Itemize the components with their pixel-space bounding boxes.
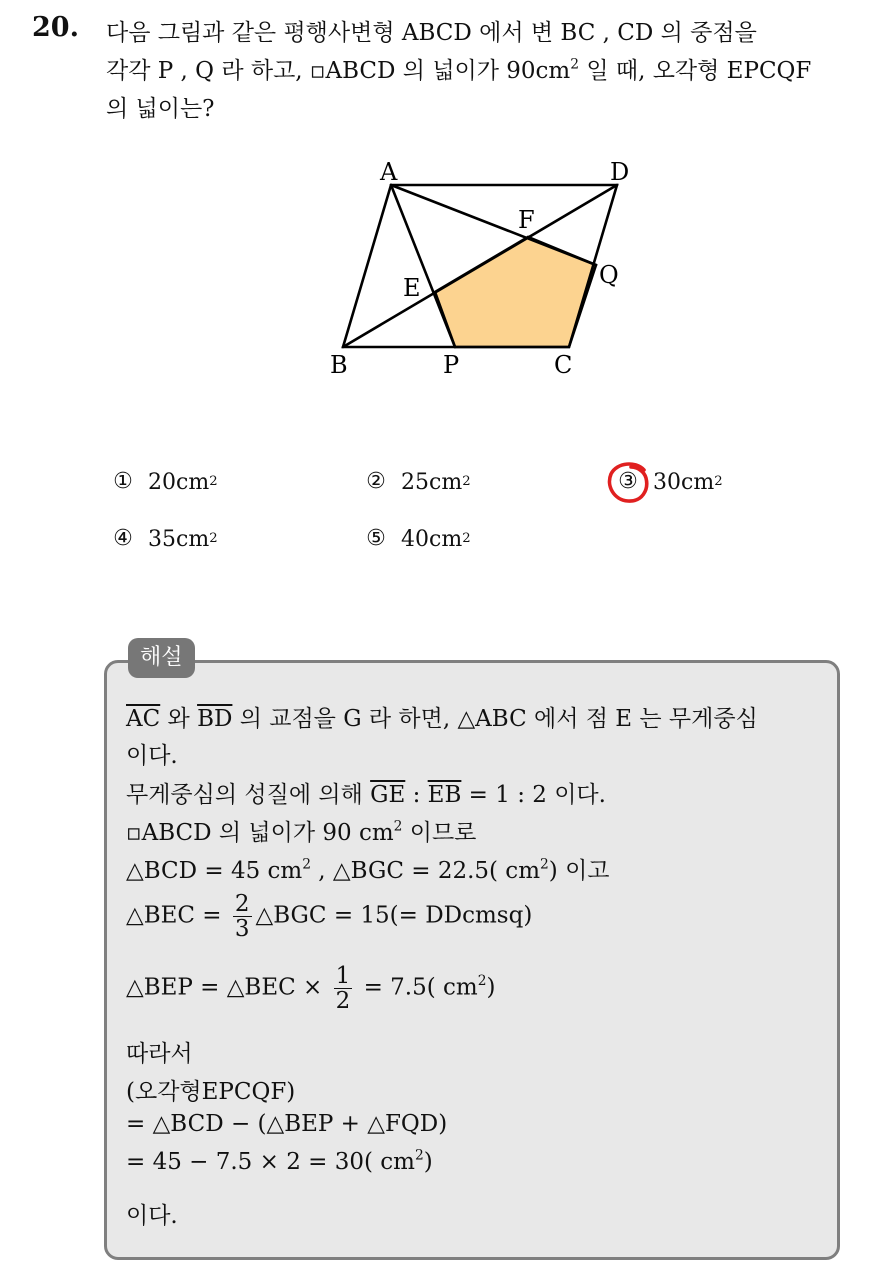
label-b: B	[330, 351, 348, 379]
choice-3[interactable]: ③ 30cm 2	[615, 469, 723, 495]
solution-line-1-d: 의 교점을 G 라 하면, △ABC 에서 점 E 는 무게중심	[232, 706, 758, 732]
choice-5-value: 40cm	[401, 526, 463, 552]
fraction-numerator: 1	[335, 963, 351, 989]
choice-5-number: ⑤	[366, 526, 386, 551]
solution-line-6	[126, 892, 532, 941]
choice-1-number: ①	[113, 469, 133, 494]
solution-line-9: (오각형EPCQF)	[126, 1079, 296, 1105]
choice-1-value: 20cm	[148, 469, 210, 495]
question-line-2-text: 각각 P , Q 라 하고, ▫ABCD 의 넓이가 90cm	[106, 58, 571, 84]
choice-2[interactable]: ② 25cm 2	[363, 469, 471, 495]
solution-line-10: = △BCD − (△BEP + △FQD)	[126, 1111, 448, 1137]
choice-1[interactable]: ① 20cm 2	[110, 469, 218, 495]
solution-tag: 해설	[128, 638, 195, 678]
solution-line-5-c: ) 이고	[548, 858, 610, 884]
solution-line-11-b: )	[423, 1149, 433, 1175]
segment-eb: $\overline{EB}$	[427, 782, 462, 808]
solution-line-4-a: ▫ABCD 의 넓이가 90 cm	[126, 820, 394, 846]
parallelogram-figure	[320, 150, 640, 385]
choice-2-value: 25cm	[401, 469, 463, 495]
solution-line-7-sup: 2	[477, 972, 487, 989]
solution-line-7-b: = 7.5( cm	[356, 974, 478, 1001]
fraction-one-half	[334, 964, 353, 1013]
answer-circle-mark	[604, 458, 652, 506]
solution-line-5-sup-2: 2	[540, 856, 549, 873]
fraction-numerator: 2	[234, 891, 250, 917]
solution-line-6-b: △BGC = 15(= DDcmsq)	[255, 902, 533, 929]
solution-line-4-sup: 2	[393, 818, 403, 835]
solution-line-11	[126, 1149, 433, 1175]
solution-line-5-a: △BCD = 45 cm	[126, 858, 303, 884]
solution-line-5-sup-1: 2	[302, 856, 311, 873]
solution-line-4	[126, 814, 476, 847]
question-line-1: 다음 그림과 같은 평행사변형 ABCD 에서 변 BC , CD 의 중점을	[106, 20, 757, 46]
fraction-denominator: 3	[234, 916, 250, 943]
solution-line-2: 이다.	[126, 743, 178, 769]
label-d: D	[610, 158, 630, 186]
solution-line-11-a: = 45 − 7.5 × 2 = 30( cm	[126, 1149, 415, 1175]
solution-line-1-b: 와	[160, 706, 198, 732]
solution-line-8: 따라서	[126, 1041, 193, 1067]
solution-line-7-c: )	[486, 974, 496, 1001]
question-number: 20.	[32, 12, 79, 43]
fraction-two-thirds	[233, 892, 252, 941]
solution-line-5	[126, 852, 610, 885]
label-c: C	[554, 351, 573, 379]
solution-line-6-a: △BEC =	[126, 902, 229, 929]
solution-line-3-a: 무게중심의 성질에 의해	[126, 782, 371, 808]
solution-line-1	[126, 700, 758, 733]
question-line-2-sup: 2	[570, 56, 580, 73]
fraction-denominator: 2	[335, 988, 351, 1015]
solution-line-4-b: 이므로	[402, 820, 477, 846]
question-line-2-tail: 일 때, 오각형 EPCQF	[579, 58, 812, 84]
solution-line-7	[126, 964, 495, 1013]
choice-4-value: 35cm	[148, 526, 210, 552]
choice-4-number: ④	[113, 526, 133, 551]
pentagon-epcqf-fill	[435, 237, 596, 347]
choice-3-number: ③	[618, 469, 638, 494]
solution-line-3-e: = 1 : 2 이다.	[461, 782, 606, 808]
choice-4[interactable]: ④ 35cm 2	[110, 526, 218, 552]
label-f: F	[518, 206, 535, 234]
solution-line-5-b: , △BGC = 22.5( cm	[311, 858, 541, 884]
label-q: Q	[599, 261, 619, 289]
solution-line-11-sup: 2	[414, 1147, 424, 1164]
segment-bd: $\overline{BD}$	[197, 706, 233, 732]
choice-2-number: ②	[366, 469, 386, 494]
question-line-3: 의 넓이는?	[106, 96, 215, 122]
solution-line-12: 이다.	[126, 1203, 178, 1229]
solution-line-7-a: △BEP = △BEC ×	[126, 974, 330, 1001]
segment-ac: $\overline{AC}$	[126, 706, 161, 732]
label-p: P	[443, 351, 460, 379]
segment-ge: $\overline{GE}$	[370, 782, 406, 808]
question-line-2	[106, 52, 866, 90]
solution-line-3	[126, 776, 606, 809]
label-a: A	[380, 158, 398, 186]
choice-5[interactable]: ⑤ 40cm 2	[363, 526, 471, 552]
choice-3-value: 30cm	[653, 469, 715, 495]
solution-line-3-c: :	[405, 782, 428, 808]
question-text	[106, 14, 866, 128]
label-e: E	[403, 274, 421, 302]
